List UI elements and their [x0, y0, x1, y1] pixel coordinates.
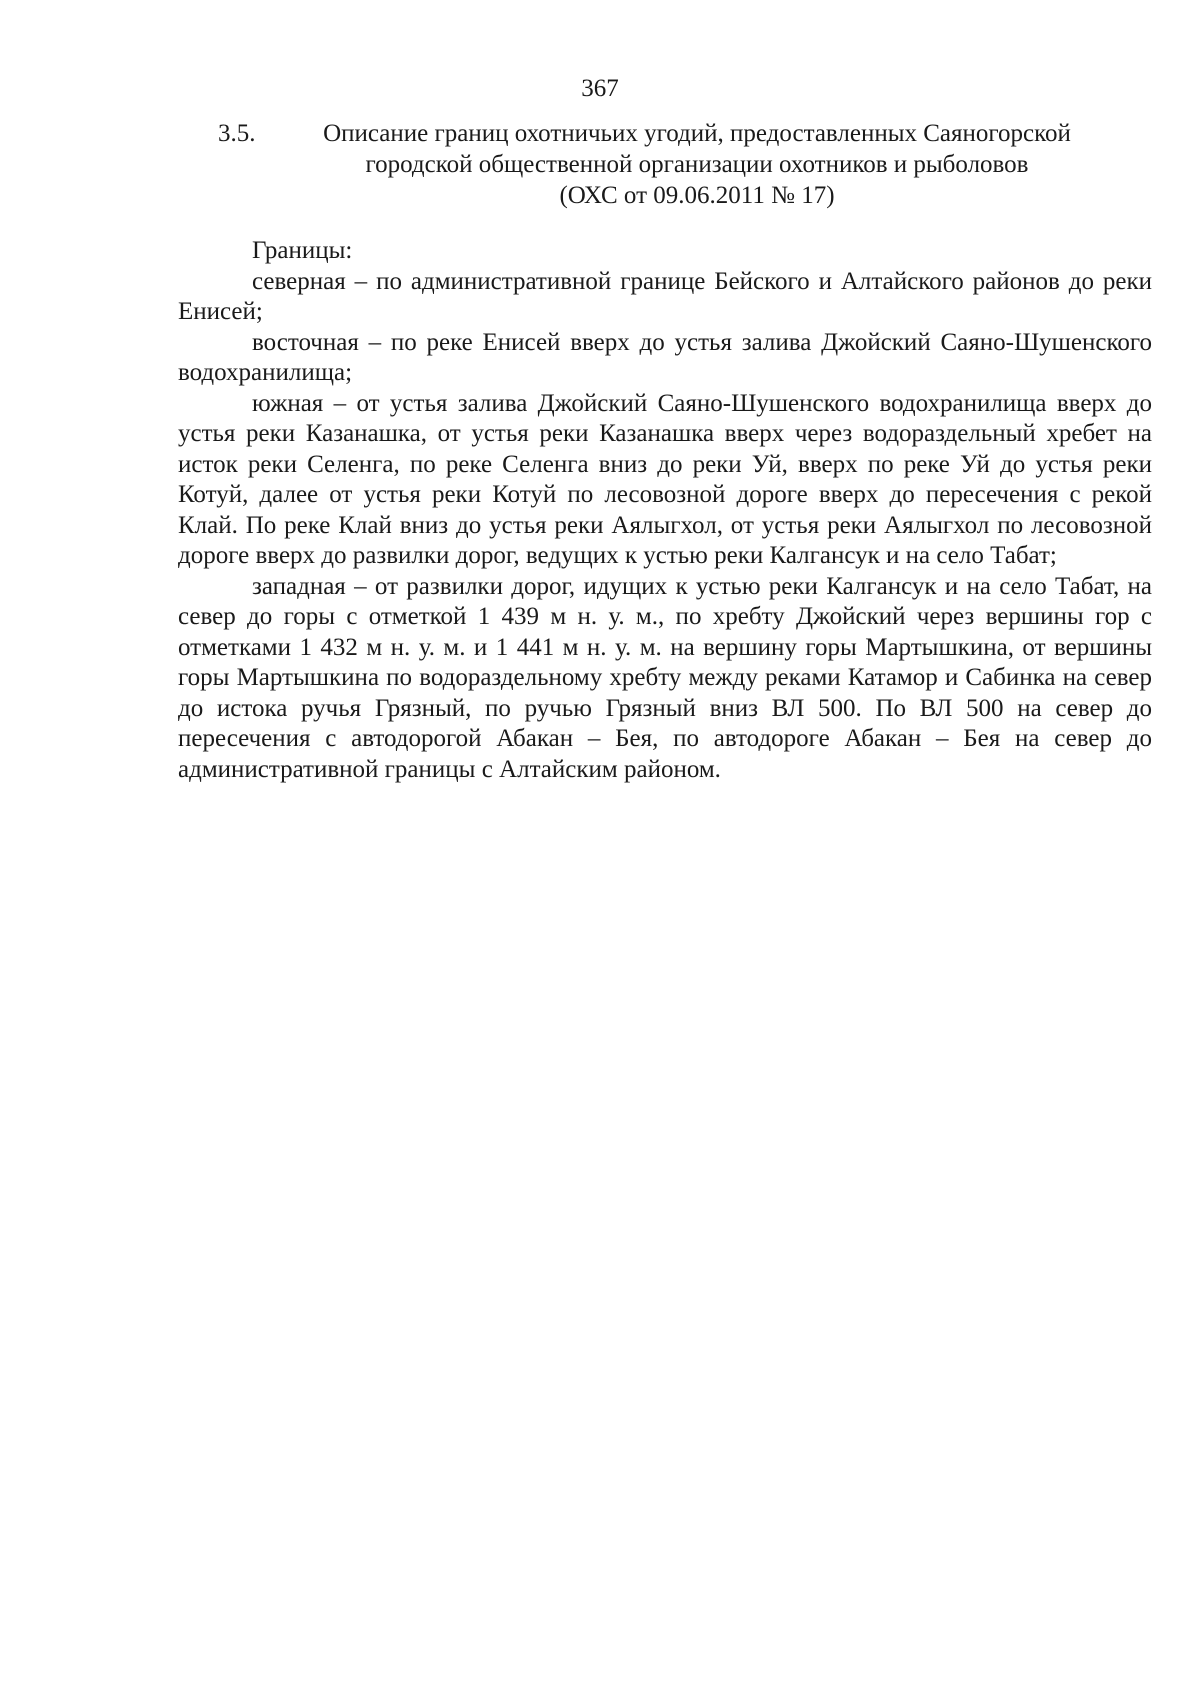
- boundary-west: западная – от развилки дорог, идущих к устью реки Калгансук и на село Табат, на север до горы с отметкой 1 439 м н. у. м., по хребту Джойский через вершины гор с отметками 1 432 м н. у. м. и 1 441 м н. у. м. на вершину горы Мартышкина, от вершины горы Мартышкина по водораздельному хребту между реками Катамор и Сабинка на север до истока ручья Грязный, по ручью Грязный вниз ВЛ 500. По ВЛ 500 на север до пересечения с автодорогой Абакан – Бея, по автодороге Абакан – Бея на север до административной границы с Алтайским районом.: [178, 572, 1152, 783]
- section-heading: [218, 118, 1118, 211]
- boundary-north: северная – по административной границе Бейского и Алтайского районов до реки Енисей;: [178, 267, 1152, 325]
- section-reference: (ОХС от 09.06.2011 № 17): [559, 182, 835, 209]
- boundary-east: восточная – по реке Енисей вверх до устья залива Джойский Саяно-Шушенского водохранилища;: [178, 328, 1152, 386]
- document-body: [178, 236, 1152, 785]
- boundaries-label: Границы:: [252, 237, 353, 264]
- section-number: 3.5.: [218, 120, 256, 147]
- section-title: Описание границ охотничьих угодий, предоставленных Саяногорской городской общественной организации охотников и рыболовов: [323, 120, 1071, 178]
- boundary-south: южная – от устья залива Джойский Саяно-Шушенского водохранилища вверх до устья реки Казанашка, от устья реки Казанашка вверх через водораздельный хребет на исток реки Селенга, по реке Селенга вниз до реки Уй, вверх по реке Уй до устья реки Котуй, далее от устья реки Котуй по лесовозной дороге вверх до пересечения с рекой Клай. По реке Клай вниз до устья реки Аялыгхол, от устья реки Аялыгхол по лесовозной дороге вверх до развилки дорог, ведущих к устью реки Калгансук и на село Табат;: [178, 389, 1152, 569]
- page-number: 367: [581, 75, 619, 102]
